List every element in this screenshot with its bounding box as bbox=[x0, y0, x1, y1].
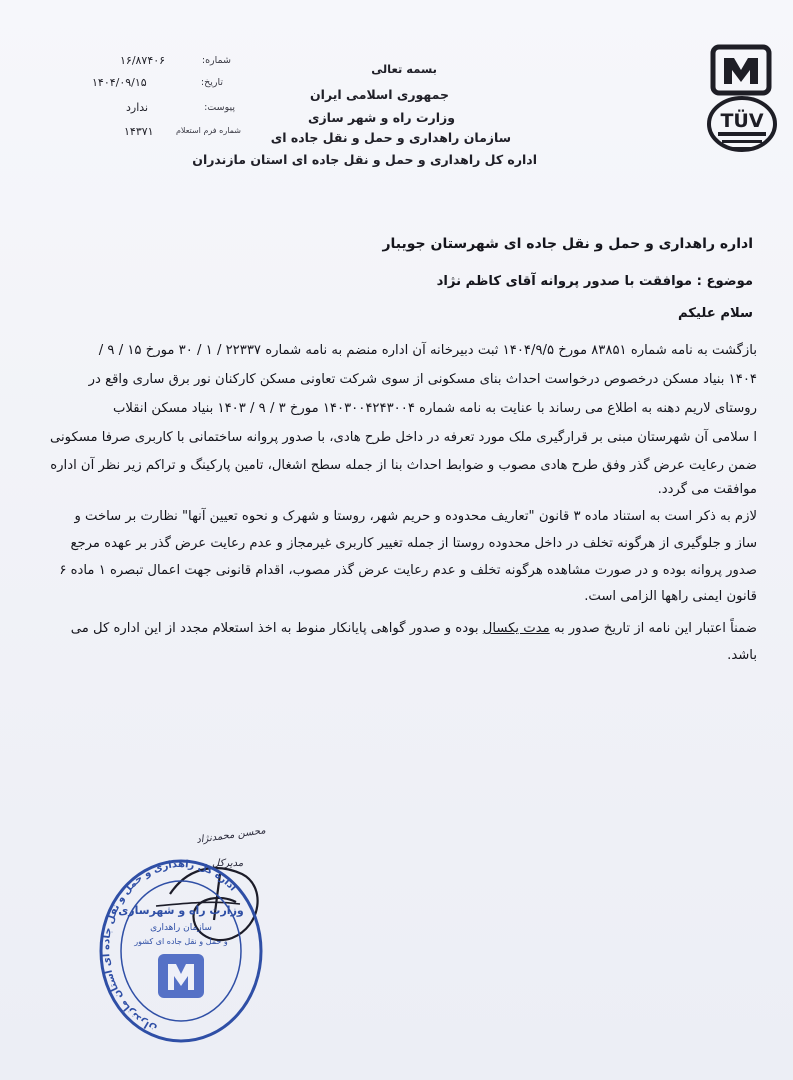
signer-name: محسن محمدنژاد bbox=[195, 825, 267, 846]
svg-text:سازمان راهداری: سازمان راهداری bbox=[150, 923, 212, 933]
attachment-value: ندارد bbox=[126, 101, 149, 114]
header-line-2: جمهوری اسلامی ایران bbox=[310, 87, 449, 102]
stamp-emblem-icon bbox=[158, 954, 204, 998]
paragraph3-underlined: مدت یکسال bbox=[482, 621, 550, 636]
paragraph2-line: لازم به ذکر است به استناد ماده ۳ قانون "تعاریف محدوده و حریم شهر، روستا و شهرک و نحوه تعیین آنها" نظارت بر ساخت و bbox=[74, 509, 757, 524]
paragraph1-line: ۱۴۰۴ بنیاد مسکن درخصوص درخواست احداث بنای مسکونی از سوی شرکت تعاونی مسکن کارکنان نور برق ساری واقع در bbox=[88, 372, 757, 387]
tuv-logo bbox=[706, 44, 778, 156]
emblem-icon bbox=[710, 44, 772, 96]
signer-title: مدیرکل bbox=[212, 858, 244, 869]
paragraph2-line: ساز و جلوگیری از هرگونه تخلف در داخل محدوده روستا از جمله تغییر کاربری غیرمجاز و عدم رعایت عرض گذر بر عهده مرجع bbox=[70, 536, 757, 551]
paragraph1-line: ا سلامی آن شهرستان مبنی بر قرارگیری ملک مورد تعرفه در داخل طرح هادی، با صدور پروانه ساختمانی با کاربری صرفا مسکونی bbox=[49, 430, 757, 445]
paragraph3-line bbox=[71, 621, 757, 636]
svg-text:TÜV: TÜV bbox=[720, 110, 764, 132]
paragraph1-line: روستای لاریم دهنه به اطلاع می رساند با عنایت به نامه شماره ۱۴۰۳۰۰۴۲۴۳۰۰۴ مورخ ۳ / ۹ / ۱۴۰۳ بنیاد مسکن انقلاب bbox=[112, 401, 757, 416]
paragraph1-line: بازگشت به نامه شماره ۸۳۸۵۱ مورخ ۱۴۰۴/۹/۵ ثبت دبیرخانه آن اداره منضم به نامه شماره ۲۲۳۳۷ / ۱ / ۳۰ مورخ ۱۵ / ۹ / bbox=[98, 343, 757, 358]
svg-text:وزارت راه و شهرسازی: وزارت راه و شهرسازی bbox=[118, 904, 244, 917]
paragraph1-line: ضمن رعایت عرض گذر وفق طرح هادی مصوب و ضوابط احداث بنا از جمله سطح اشغال، تامین پارکینگ و تراکم زیر نظر آن اداره bbox=[50, 458, 757, 473]
date-value: ۱۴۰۴/۰۹/۱۵ bbox=[92, 76, 147, 89]
svg-text:و حمل و نقل جاده ای کشور: و حمل و نقل جاده ای کشور bbox=[134, 937, 228, 946]
recipient: اداره راهداری و حمل و نقل جاده ای شهرستان جویبار bbox=[382, 236, 753, 252]
subject: موضوع : موافقت با صدور پروانه آقای کاظم نژاد bbox=[436, 274, 753, 289]
number-value: ۱۶/۸۷۴۰۶ bbox=[120, 54, 166, 67]
paragraph2-line: صدور پروانه بوده و در صورت مشاهده هرگونه تخلف و عدم رعایت عرض گذر مصوب، اقدام قانونی جهت اعمال تبصره ۱ ماده ۶ bbox=[59, 563, 757, 578]
header-line-3: وزارت راه و شهر سازی bbox=[307, 110, 455, 125]
greeting: سلام علیکم bbox=[677, 306, 753, 321]
header-line-4: سازمان راهداری و حمل و نقل جاده ای bbox=[270, 130, 511, 145]
date-label: تاریخ: bbox=[200, 77, 223, 88]
paragraph1-line: موافقت می گردد. bbox=[657, 482, 757, 497]
attachment-label: پیوست: bbox=[204, 102, 235, 113]
svg-text:اداره کل راهداری و حمل و نقل ج: اداره کل راهداری و حمل و نقل جاده ای استان مازندران bbox=[101, 858, 239, 1034]
paragraph2-line: قانون ایمنی راهها الزامی است. bbox=[584, 589, 757, 604]
header-line-5: اداره کل راهداری و حمل و نقل جاده ای استان مازندران bbox=[192, 152, 537, 167]
paragraph3-before: ضمناً اعتبار این نامه از تاریخ صدور به bbox=[549, 621, 757, 636]
official-stamp bbox=[96, 856, 266, 1046]
header-line-1: بسمه تعالی bbox=[371, 62, 437, 76]
paragraph3-line: باشد. bbox=[727, 648, 757, 663]
inquiry-value: ۱۴۳۷۱ bbox=[124, 125, 154, 138]
inquiry-label: شماره فرم استعلام bbox=[175, 126, 241, 135]
paragraph3-after: بوده و صدور گواهی پایانکار منوط به اخذ استعلام مجدد از این اداره کل می bbox=[70, 621, 483, 636]
tuv-badge-icon bbox=[706, 94, 778, 158]
number-label: شماره: bbox=[201, 55, 231, 66]
